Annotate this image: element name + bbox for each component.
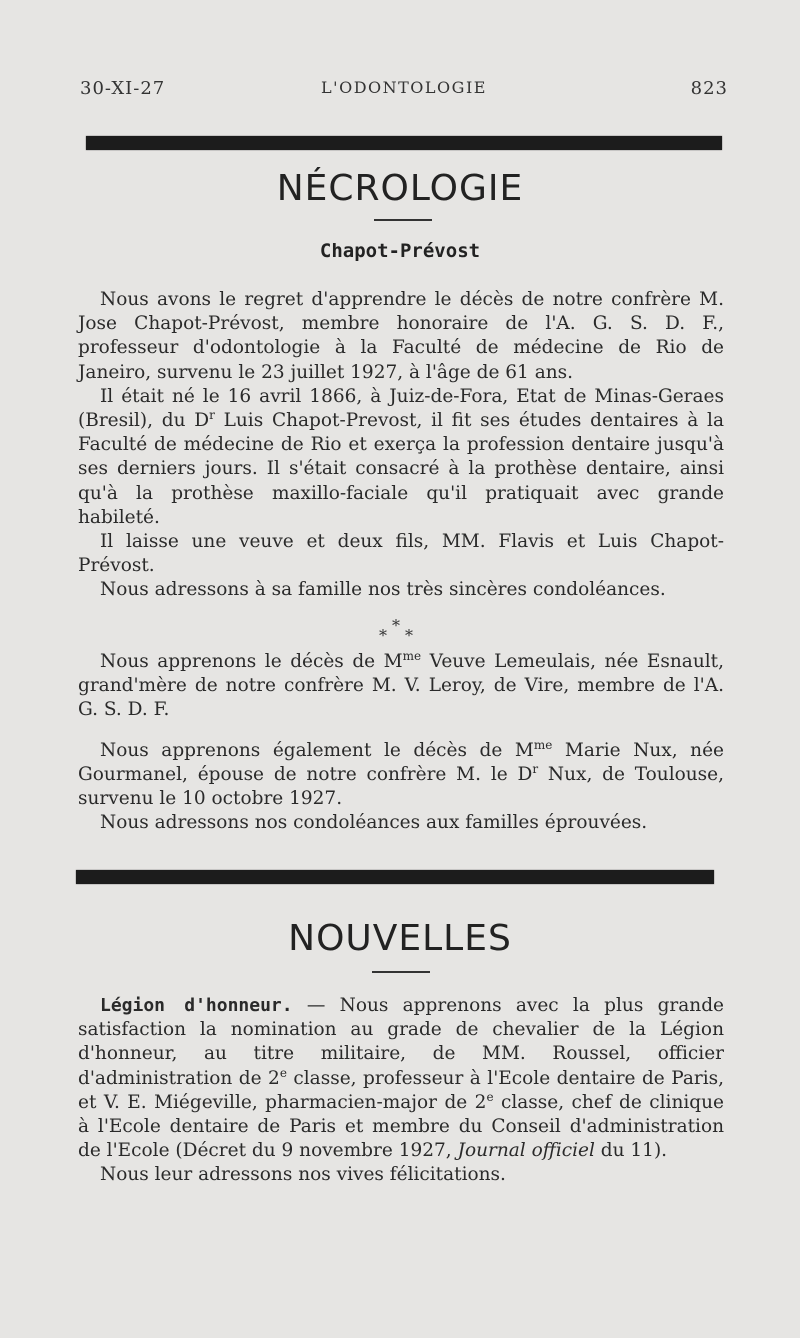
news-lead: Légion d'honneur. [100, 995, 293, 1016]
paragraph: Nous avons le regret d'apprendre le décès de notre confrère M. Jose Chapot-Prévost, membre honoraire de l'A. G. S. D. F., professeur d'odontologie à la Faculté de médecine de Rio de Janeiro, survenu le 23 juillet 1927, à l'âge de 61 ans. [78, 289, 724, 383]
asterisk: * [405, 626, 413, 645]
paragraph: Nous adressons nos condoléances aux familles éprouvées. [100, 812, 648, 834]
paragraph: Nous adressons à sa famille nos très sincères condoléances. [100, 579, 666, 601]
asterisk: * [392, 616, 400, 635]
ornamental-band [76, 870, 714, 884]
page-number: 823 [690, 78, 728, 99]
paragraph: Nous apprenons également le décès de $M^{me}$ Marie Nux, née Gourmanel, épouse de notre confrère M. le $D^r$ Nux, de Toulouse, survenu le 10 octobre 1927. [78, 737, 724, 810]
obituary-name: Chapot-Prévost [319, 240, 481, 262]
section-title-necrologie: NÉCROLOGIE [276, 168, 524, 209]
nouvelles-body [78, 994, 724, 1188]
paragraph: Il laisse une veuve et deux fils, MM. Flavis et Luis Chapot-Prévost. [78, 531, 724, 577]
asterism-separator [370, 616, 430, 646]
ornamental-band [86, 136, 722, 150]
title-rule [374, 219, 432, 221]
paragraph: Il était né le 16 avril 1866, à Juiz-de-Fora, Etat de Minas-Geraes (Bresil), du $D^r$ Luis Chapot-Prevost, il fit ses études dentaires à la Faculté de médecine de Rio et exerça la profession dentaire jusqu'à ses derniers jours. Il s'était consacré à la prothèse dentaire, ainsi qu'à la prothèse maxillo-faciale qu'il pratiquait avec grande habileté. [78, 385, 724, 528]
necrologie-body [78, 288, 724, 603]
necrologie-notices [78, 650, 724, 835]
title-rule [372, 971, 430, 973]
paragraph: Nous apprenons le décès de $M^{me}$ Veuve Lemeulais, née Esnault, grand'mère de notre confrère M. V. Leroy, de Vire, membre de l'A. G. S. D. F. [78, 648, 724, 721]
paragraph: Nous leur adressons nos vives félicitations. [100, 1164, 506, 1186]
section-title-nouvelles: NOUVELLES [288, 918, 512, 959]
issue-date: 30-XI-27 [80, 78, 166, 99]
journal-title: L'ODONTOLOGIE [321, 78, 487, 97]
asterisk: * [379, 626, 387, 645]
running-head [80, 78, 728, 108]
paragraph: Légion d'honneur. — Nous apprenons avec la plus grande satisfaction la nomination au grade de chevalier de la Légion d'honneur, au titre militaire, de MM. Roussel, officier d'administration de 2e classe, professeur à l'Ecole dentaire de Paris, et V. E. Miégeville, pharmacien-major de 2e classe, chef de clinique à l'Ecole dentaire de Paris et membre du Conseil d'administration de l'Ecole (Décret du 9 novembre 1927, Journal officiel du 11). [78, 995, 725, 1162]
